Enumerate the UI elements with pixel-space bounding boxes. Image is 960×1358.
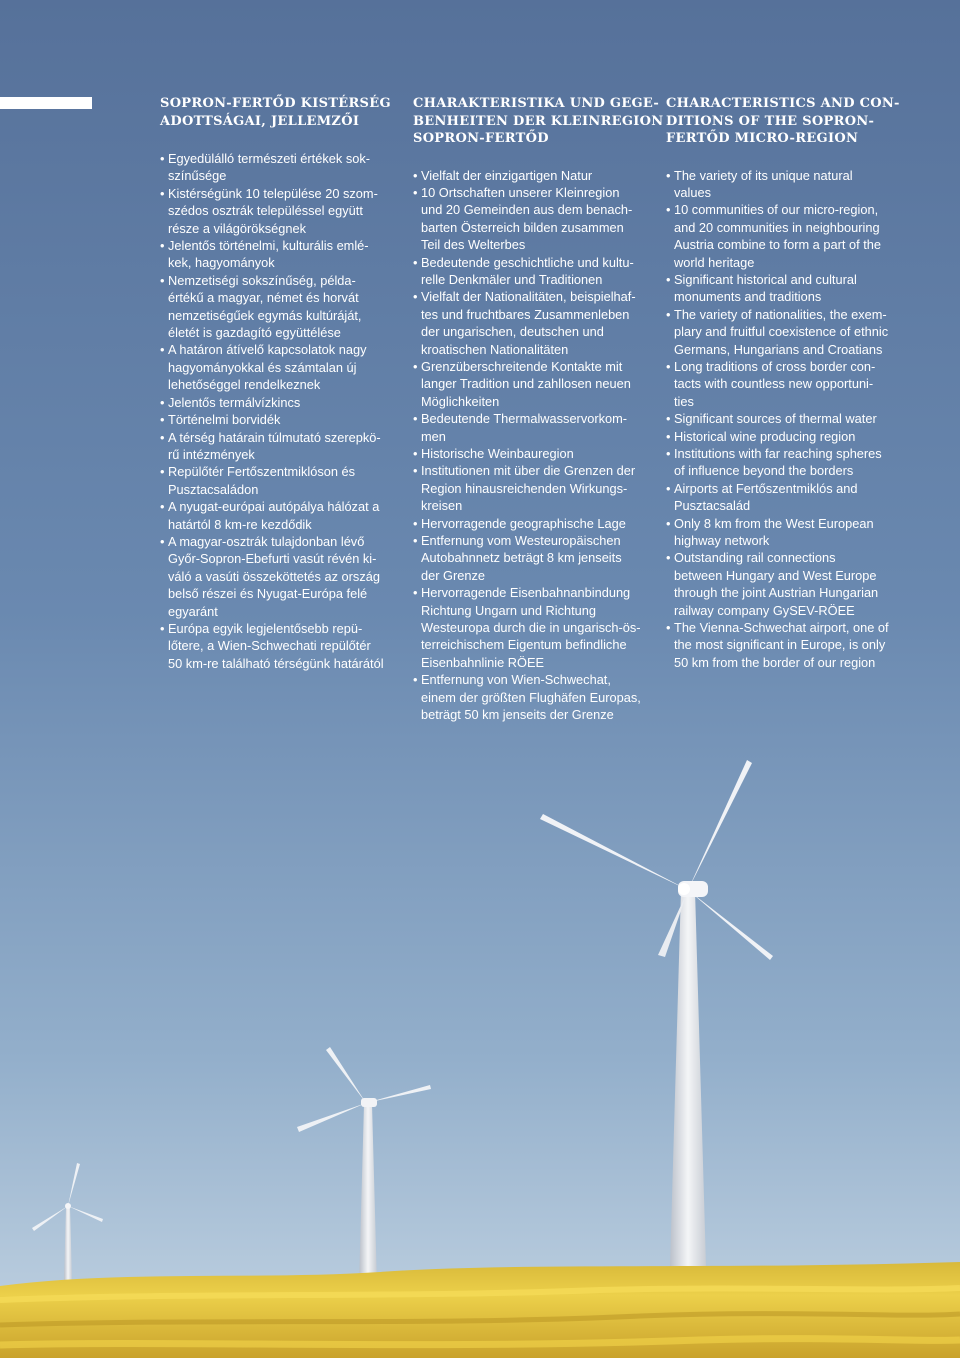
list-item: • A magyar-osztrák tulajdonban lévő Győr-Sopron-Ebefurti vasút révén ki- váló a vasúti összeköttetés az ország belső részei és Nyugat-Európa felé egyaránt (160, 533, 395, 620)
list-item: • Significant historical and cultural monuments and traditions (666, 271, 901, 306)
list-english (666, 167, 901, 672)
list-item: • Long traditions of cross border con- tacts with countless new opportuni- ties (666, 358, 901, 410)
list-item: • Historical wine producing region (666, 428, 901, 445)
list-item: • Nemzetiségi sokszínűség, példa- értékű a magyar, német és horvát nemzetiségűek egymás kultúráját, életét is gazdagító együttélése (160, 272, 395, 342)
list-hungarian (160, 150, 395, 672)
list-item: • The Vienna-Schwechat airport, one of the most significant in Europe, is only 50 km from the border of our region (666, 619, 901, 671)
column-hungarian (160, 95, 395, 672)
list-item: • The variety of its unique natural values (666, 167, 901, 202)
list-item: • Hervorragende Eisenbahnanbindung Richtung Ungarn und Richtung Westeuropa durch die in ungarisch-ös- terreichischem Eigentum befindliche Eisenbahnlinie RÖEE (413, 584, 648, 671)
list-item: • Jelentős történelmi, kulturális emlé- kek, hagyományok (160, 237, 395, 272)
list-item: • Historische Weinbauregion (413, 445, 648, 462)
list-item: • Vielfalt der Nationalitäten, beispielhaf- tes und fruchtbares Zusammenleben der ungarischen, deutschen und kroatischen Nationalitäten (413, 288, 648, 358)
list-item: • A határon átívelő kapcsolatok nagy hagyományokkal és számtalan új lehetőséggel rendelkeznek (160, 341, 395, 393)
list-item: • Kistérségünk 10 települése 20 szom- szédos osztrák településsel együtt része a világörökségnek (160, 185, 395, 237)
list-item: • A nyugat-európai autópálya hálózat a határtól 8 km-re kezdődik (160, 498, 395, 533)
list-item: • Európa egyik legjelentősebb repü- lőtere, a Wien-Schwechati repülőtér 50 km-re található térségünk határától (160, 620, 395, 672)
list-item: • Vielfalt der einzigartigen Natur (413, 167, 648, 184)
list-item: • Történelmi borvidék (160, 411, 395, 428)
list-item: • Grenzüberschreitende Kontakte mit langer Tradition und zahllosen neuen Möglichkeiten (413, 358, 648, 410)
list-item: • Repülőtér Fertőszentmiklóson és Pusztacsaládon (160, 463, 395, 498)
list-item: • Airports at Fertőszentmiklós and Pusztacsalád (666, 480, 901, 515)
list-item: • Entfernung von Wien-Schwechat, einem der größten Flughäfen Europas, beträgt 50 km jenseits der Grenze (413, 671, 648, 723)
heading-german: CHARAKTERISTIKA UND GEGE- BENHEITEN DER KLEINREGION SOPRON-FERTŐD (413, 96, 664, 146)
list-item: • Bedeutende geschichtliche und kultu- relle Denkmäler und Traditionen (413, 254, 648, 289)
list-item: • Significant sources of thermal water (666, 410, 901, 427)
heading-hungarian: SOPRON-FERTŐD KISTÉRSÉG ADOTTSÁGAI, JELLEMZŐI (160, 96, 391, 129)
list-item: • Bedeutende Thermalwasservorkom- men (413, 410, 648, 445)
list-item: • Jelentős termálvízkincs (160, 394, 395, 411)
column-german (413, 95, 664, 724)
accent-bar (0, 97, 92, 109)
list-item: • Institutionen mit über die Grenzen der Region hinausreichenden Wirkungs- kreisen (413, 462, 648, 514)
list-item: • 10 Ortschaften unserer Kleinregion und 20 Gemeinden aus dem benach- barten Österreich bilden zusammen Teil des Welterbes (413, 184, 648, 254)
list-item: • A térség határain túlmutató szerepkö- rű intézmények (160, 429, 395, 464)
list-german (413, 167, 648, 724)
heading-english: CHARACTERISTICS AND CON- DITIONS OF THE SOPRON- FERTŐD MICRO-REGION (666, 96, 900, 146)
list-item: • Egyedülálló természeti értékek sok- színűsége (160, 150, 395, 185)
column-english (666, 95, 901, 671)
list-item: • Institutions with far reaching spheres of influence beyond the borders (666, 445, 901, 480)
list-item: • Outstanding rail connections between Hungary and West Europe through the joint Austrian Hungarian railway company GySEV-RÖEE (666, 549, 901, 619)
list-item: • The variety of nationalities, the exem- plary and fruitful coexistence of ethnic Germans, Hungarians and Croatians (666, 306, 901, 358)
list-item: • Entfernung vom Westeuropäischen Autobahnnetz beträgt 8 km jenseits der Grenze (413, 532, 648, 584)
list-item: • 10 communities of our micro-region, and 20 communities in neighbouring Austria combine to form a part of the world heritage (666, 201, 901, 271)
list-item: • Hervorragende geographische Lage (413, 515, 648, 532)
list-item: • Only 8 km from the West European highway network (666, 515, 901, 550)
